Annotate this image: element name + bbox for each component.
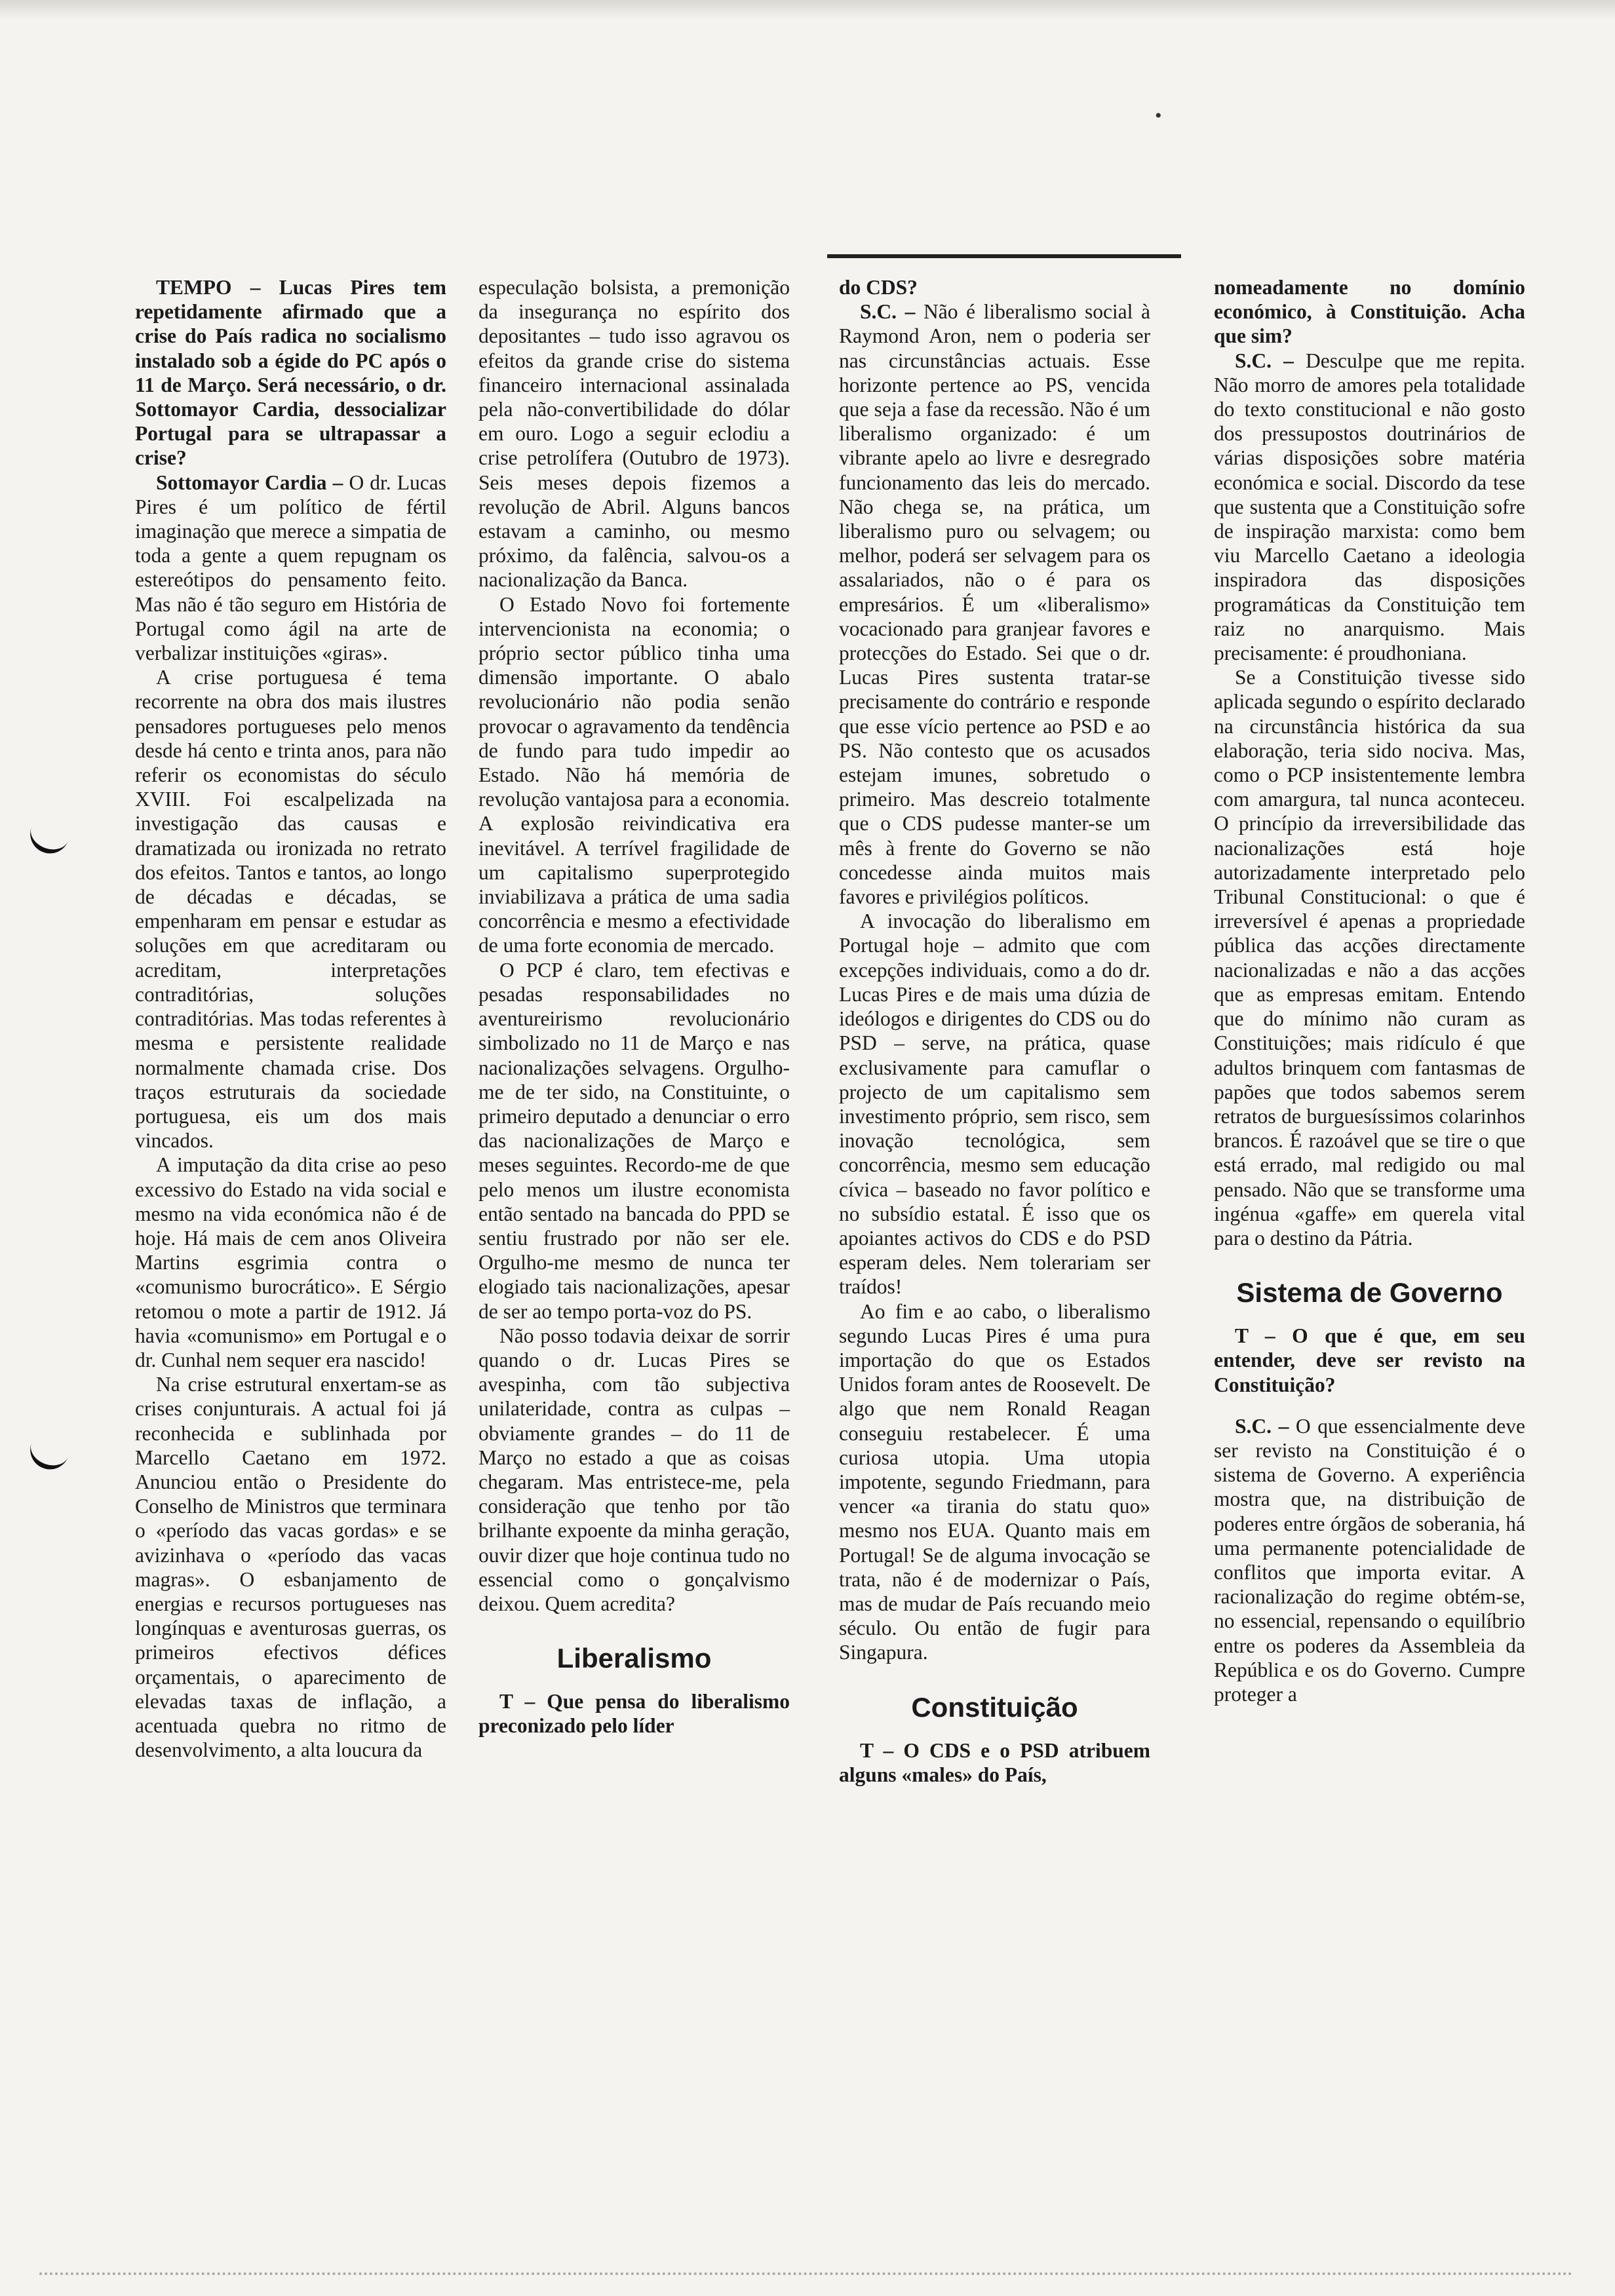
speaker-label: TEMPO – [156, 276, 279, 299]
column-top-rule [827, 254, 1181, 258]
interview-answer [839, 299, 1150, 909]
paragraph-text: A imputação da dita crise ao peso excessivo do Estado na vida social e mesmo na vida económica não é de hoje. Há mais de cem anos Oliveira Martins esgrimia contra o «comunismo burocrático». E Sérgio retomou o mote a partir de 1912. Já havia «comunismo» em Portugal e o dr. Cunhal nem sequer era nascido! [135, 1153, 446, 1371]
paragraph-text: O Estado Novo foi fortemente intervencionista na economia; o próprio sector público tinha uma dimensão importante. O abalo revolucionário não podia senão provocar o agravamento da tendência de fundo para tudo impedir ao Estado. Não há memória de revolução vantajosa para a economia. A explosão reivindicativa era inevitável. A terrível fragilidade de um capitalismo superprotegido inviabilizava a prática de uma sadia concorrência e mesmo a efectividade de uma forte economia de mercado. [478, 592, 790, 957]
speaker-label: T – [860, 1738, 904, 1762]
interview-question [135, 275, 446, 470]
section-heading: Constituição [911, 1691, 1078, 1723]
paragraph-text: Ao fim e ao cabo, o liberalismo segundo Lucas Pires é uma pura importação do que os Estados Unidos foram antes de Roosevelt. De algo que nem Ronald Reagan conseguiu restabelecer. É uma curiosa utopia. Uma utopia impotente, segundo Friedmann, para vencer «a tirania do statu quo» mesmo nos EUA. Quanto mais em Portugal! Se de alguma invocação se trata, não é de modernizar o País, mas de mudar de País recuando meio século. Ou então de fugir para Singapura. [839, 1299, 1150, 1664]
speaker-label: S.C. – [1235, 349, 1306, 372]
paragraph-text: A invocação do liberalismo em Portugal hoje – admito que com excepções individuais, como a do dr. Lucas Pires e de mais uma dúzia de ideólogos e dirigentes do CDS ou do PSD – serve, na prática, quase exclusivamente para camuflar o projecto de um capitalismo sem investimento próprio, sem risco, sem inovação tecnológica, sem concorrência, mesmo sem educação cívica – baseado no favor político e no subsídio estatal. É isso que os apoiantes activos do CDS e do PSD esperam deles. Nem tolerariam ser traídos! [839, 909, 1150, 1299]
paragraph-text: especulação bolsista, a premonição da insegurança no espírito dos depositantes – tudo isso agravou os efeitos da grande crise do sistema financeiro internacional assinalada pela não-convertibilidade do dólar em ouro. Logo a seguir eclodiu a crise petrolífera (Outubro de 1973). Seis meses depois fizemos a revolução de Abril. Alguns bancos estavam a caminho, ou mesmo próximo, da falência, salvou-os a nacionalização da Banca. [478, 276, 790, 592]
paragraph-text: Lucas Pires tem repetidamente afirmado que a crise do País radica no socialismo instalado sob a égide do PC após o 11 de Março. Será necessário, o dr. Sottomayor Cardia, dessocializar Portugal para se ultrapassar a crise? [135, 276, 446, 470]
body-paragraph [135, 1372, 446, 1762]
paragraph-text: O dr. Lucas Pires é um político de fértil imaginação que merece a simpatia de toda a gente a quem repugnam os estereótipos do pensamento feito. Mas não é tão seguro em História de Portugal como ágil na arte de verbalizar instituições «giras». [135, 470, 446, 665]
article-column-4 [1214, 275, 1525, 2254]
article-column-2 [478, 275, 790, 2254]
interview-question [478, 1689, 790, 1738]
paragraph-text: Desculpe que me repita. Não morro de amores pela totalidade do texto constitucional e não gosto dos pressupostos doutrinários de várias disposições sobre matéria económica e social. Discordo da tese que sustenta que a Constituição sofre de inspiração marxista: como bem viu Marcello Caetano a ideologia inspiradora das disposições programáticas da Constituição tem raiz no anarquismo. Mais precisamente: é proudhoniana. [1214, 349, 1525, 665]
body-paragraph [135, 1153, 446, 1372]
paragraph-text: do CDS? [839, 276, 918, 299]
body-paragraph [1214, 665, 1525, 1250]
paragraph-text: Se a Constituição tivesse sido aplicada segundo o espírito declarado na circunstância histórica da sua elaboração, teria sido nociva. Mas, como o PCP insistentemente lembra com amargura, tal nunca aconteceu. O princípio da irreversibilidade das nacionalizações está hoje autorizadamente interpretado pelo Tribunal Constitucional: o que é irreversível é apenas a propriedade pública das acções directamente nacionalizadas e não a das acções que as empresas emitam. Entendo que do mínimo não curam as Constituições; mais ridículo é que adultos brinquem com fantasmas de papões que todos sabemos serem retratos de burguesíssimos colarinhos brancos. É razoável que se tire o que está errado, mal redigido ou mal pensado. Não que se transforme uma ingénua «gaffe» em querela vital para o destino da Pátria. [1214, 666, 1525, 1250]
scan-speck: • [1155, 105, 1162, 126]
body-paragraph [478, 275, 790, 592]
paragraph-text: Na crise estrutural enxertam-se as crises conjunturais. A actual foi já reconhecida e sublinhada por Marcello Caetano em 1972. Anunciou então o Presidente do Conselho de Ministros que terminara o «período das vacas gordas» e se avizinhava o «período das vacas magras». O esbanjamento de energias e recursos portugueses nas longínquas e aventurosas guerras, os primeiros efectivos défices orçamentais, o aparecimento de elevadas taxas de inflação, a acentuada quebra no ritmo de desenvolvimento, a alta loucura da [135, 1373, 446, 1762]
paragraph-text: Não posso todavia deixar de sorrir quando o dr. Lucas Pires se avespinha, com tão subjectiva unilateridade, contra as culpas – obviamente grandes – do 11 de Março no estado a que as coisas chegaram. Mas entristece-me, pela consideração que tenho por tão brilhante expoente da minha geração, ouvir dizer que hoje continua tudo no essencial como o gonçalvismo deixou. Quem acredita? [478, 1324, 790, 1615]
speaker-label: T – [1235, 1324, 1293, 1348]
scan-bottom-edge [39, 2272, 1573, 2282]
interview-answer [1214, 1414, 1525, 1706]
article-column-1 [135, 275, 446, 2254]
spacer [1214, 1397, 1525, 1414]
paragraph-text: O que essencialmente deve ser revisto na Constituição é o sistema de Governo. A experiência mostra que, na distribuição de poderes entre órgãos de soberania, há uma permanente potencialidade de conflitos que importa evitar. A racionalização do regime obtém-se, no essencial, repensando o equilíbrio entre os poderes da Assembleia da República e os do Governo. Cumpre proteger a [1214, 1414, 1525, 1706]
interview-answer [1214, 349, 1525, 666]
paragraph-text: nomeadamente no domínio económico, à Constituição. Acha que sim? [1214, 276, 1525, 348]
body-paragraph [478, 1324, 790, 1616]
scan-top-shadow [0, 0, 1615, 20]
paragraph-text: Que pensa do liberalismo preconizado pelo líder [478, 1690, 790, 1738]
section-heading: Liberalismo [556, 1643, 712, 1674]
paragraph-text: O que é que, em seu entender, deve ser revisto na Constituição? [1214, 1324, 1525, 1396]
speaker-label: S.C. – [860, 300, 924, 324]
margin-bracket-mark [25, 816, 72, 859]
body-paragraph [478, 592, 790, 958]
speaker-label: S.C. – [1235, 1414, 1296, 1438]
body-paragraph [839, 1299, 1150, 1665]
paragraph-text: O CDS e o PSD atribuem alguns «males» do País, [839, 1738, 1150, 1786]
paragraph-text: A crise portuguesa é tema recorrente na obra dos mais ilustres pensadores portugueses pelo menos desde há cento e trinta anos, para não referir os economistas do século XVIII. Foi escalpelizada na investigação das causas e dramatizada ou ironizada no retrato dos efeitos. Tantos e tantos, ao longo de décadas e décadas, se empenharam em pensar e estudar as soluções em que acreditaram ou acreditam, interpretações contraditórias, soluções contraditórias. Mas todas referentes à mesma e persistente realidade normalmente chamada crise. Dos traços estruturais da sociedade portuguesa, eis um dos mais vincados. [135, 666, 446, 1153]
interview-question [1214, 1324, 1525, 1397]
body-paragraph [839, 909, 1150, 1299]
interview-question [1214, 275, 1525, 349]
interview-answer [135, 470, 446, 666]
section-heading: Sistema de Governo [1236, 1277, 1503, 1309]
article-column-3 [839, 275, 1150, 2254]
paragraph-text: Não é liberalismo social à Raymond Aron, nem o poderia ser nas circunstâncias actuais. Esse horizonte pertence ao PS, vencida que seja a fase da recessão. Não é um liberalismo organizado: é um vibrante apelo ao livre e desregrado funcionamento das leis do mercado. Não chega se, na prática, um liberalismo puro ou selvagem; ou melhor, poderá ser selvagem para os assalariados, não o é para os empresários. É um «liberalismo» vocacionado para granjear favores e protecções do Estado. Sei que o dr. Lucas Pires sustenta tratar-se precisamente do contrário e responde que esse vício pertence ao PSD e ao PS. Não contesto que os acusados estejam imunes, sobretudo o primeiro. Mas descreio totalmente que o CDS pudesse manter-se um mês à frente do Governo se não concedesse ainda muitos mais favores e privilégios políticos. [839, 300, 1150, 909]
body-paragraph [135, 665, 446, 1153]
margin-bracket-mark [25, 1432, 72, 1475]
paragraph-text: O PCP é claro, tem efectivas e pesadas responsabilidades no aventureirismo revolucionário simbolizado no 11 de Março e nas nacionalizações selvagens. Orgulho-me de ter sido, na Constituinte, o primeiro deputado a denunciar o erro das nacionalizações de Março e meses seguintes. Recordo-me de que pelo menos um ilustre economista então sentado na bancada do PPD se sentiu frustrado por não ser ele. Orgulho-me mesmo de nunca ter elogiado tais nacionalizações, apesar de ser ao tempo porta-voz do PS. [478, 958, 790, 1323]
speaker-label: T – [499, 1690, 547, 1713]
interview-question [839, 275, 1150, 299]
body-paragraph [478, 958, 790, 1324]
speaker-label: Sottomayor Cardia – [156, 470, 349, 494]
interview-question [839, 1738, 1150, 1787]
